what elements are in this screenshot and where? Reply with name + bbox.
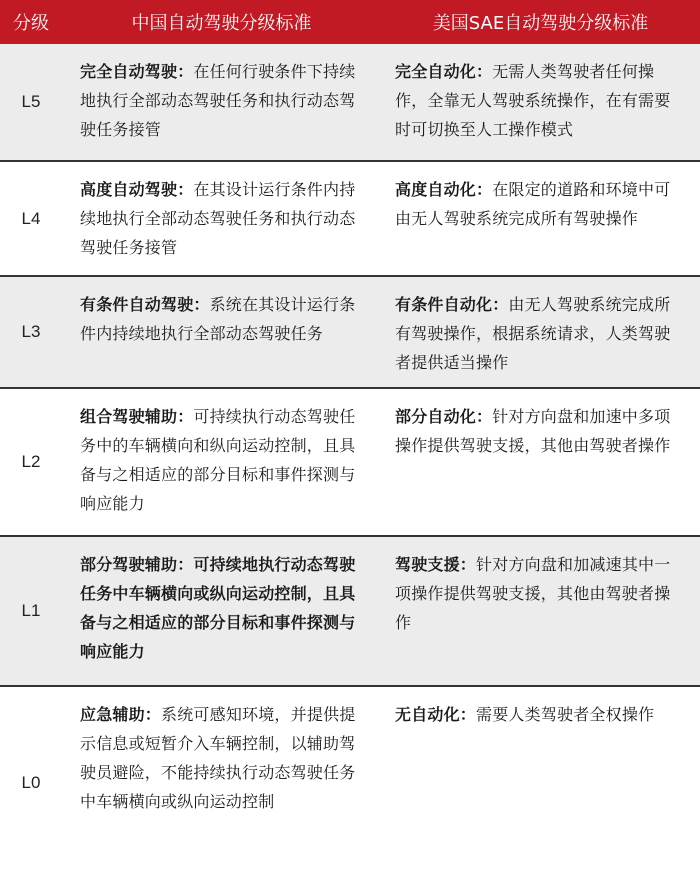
cn-desc: 在其设计运行条件内持续地执行全部动态驾驶任务和执行动态驾驶任务接管: [80, 180, 356, 257]
us-term: 部分自动化：: [395, 407, 493, 426]
us-desc: 在限定的道路和环境中可由无人驾驶系统完成所有驾驶操作: [395, 180, 671, 228]
us-standard-cell: [381, 44, 700, 160]
cn-desc: 在任何行驶条件下持续地执行全部动态驾驶任务和执行动态驾驶任务接管: [80, 62, 356, 139]
cn-term: 应急辅助：: [80, 705, 162, 724]
level-label: L1: [21, 601, 41, 620]
level-label: L3: [21, 322, 41, 341]
table-row: [0, 44, 700, 162]
us-desc: 由无人驾驶系统完成所有驾驶操作，根据系统请求，人类驾驶者提供适当操作: [395, 295, 671, 372]
cn-desc: 系统可感知环境，并提供提示信息或短暂介入车辆控制，以辅助驾驶员避险，不能持续执行动态驾驶任务中车辆横向或纵向运动控制: [80, 705, 356, 811]
us-term: 高度自动化：: [395, 180, 493, 199]
cn-desc: 可持续地执行动态驾驶任务中车辆横向或纵向运动控制，且具备与之相适应的部分目标和事件探测与响应能力: [80, 555, 356, 661]
cn-desc: 可持续执行动态驾驶任务中的车辆横向和纵向运动控制，且具备与之相适应的部分目标和事件探测与响应能力: [80, 407, 356, 513]
header-us-standard: 美国SAE自动驾驶分级标准: [432, 13, 649, 34]
us-desc: 针对方向盘和加速中多项操作提供驾驶支援，其他由驾驶者操作: [395, 407, 671, 455]
cn-standard-cell: [62, 162, 381, 275]
table-row: [0, 162, 700, 277]
us-term: 无自动化：: [395, 705, 477, 724]
cn-term: 完全自动驾驶：: [80, 62, 194, 81]
cn-standard-cell: [62, 44, 381, 160]
header-level: 分级: [13, 13, 49, 34]
us-standard-cell: [381, 162, 700, 275]
table-row: [0, 537, 700, 687]
cn-standard-cell: [62, 687, 381, 879]
table-row: [0, 389, 700, 537]
cn-standard-cell: [62, 277, 381, 387]
level-label: L2: [21, 452, 41, 471]
us-desc: 需要人类驾驶者全权操作: [476, 705, 655, 724]
us-desc: 无需人类驾驶者任何操作，全靠无人驾驶系统操作，在有需要时可切换至人工操作模式: [395, 62, 671, 139]
cn-term: 组合驾驶辅助：: [80, 407, 194, 426]
us-standard-cell: [381, 389, 700, 535]
cn-term: 有条件自动驾驶：: [80, 295, 210, 314]
us-desc: 针对方向盘和加减速其中一项操作提供驾驶支援，其他由驾驶者操作: [395, 555, 671, 632]
cn-standard-cell: [62, 389, 381, 535]
us-term: 有条件自动化：: [395, 295, 509, 314]
us-standard-cell: [381, 687, 700, 879]
us-standard-cell: [381, 277, 700, 387]
table-header: [0, 0, 700, 44]
level-label: L4: [21, 208, 41, 228]
cn-standard-cell: [62, 537, 381, 685]
cn-desc: 系统在其设计运行条件内持续地执行全部动态驾驶任务: [80, 295, 356, 343]
cn-term: 高度自动驾驶：: [80, 180, 194, 199]
us-term: 完全自动化：: [395, 62, 493, 81]
header-cn-standard: 中国自动驾驶分级标准: [131, 13, 312, 34]
cn-term: 部分驾驶辅助：: [80, 555, 194, 574]
us-term: 驾驶支援：: [395, 555, 477, 574]
level-label: L5: [21, 92, 41, 111]
level-label: L0: [21, 773, 41, 792]
table-row: [0, 277, 700, 389]
us-standard-cell: [381, 537, 700, 685]
table-row: [0, 687, 700, 879]
